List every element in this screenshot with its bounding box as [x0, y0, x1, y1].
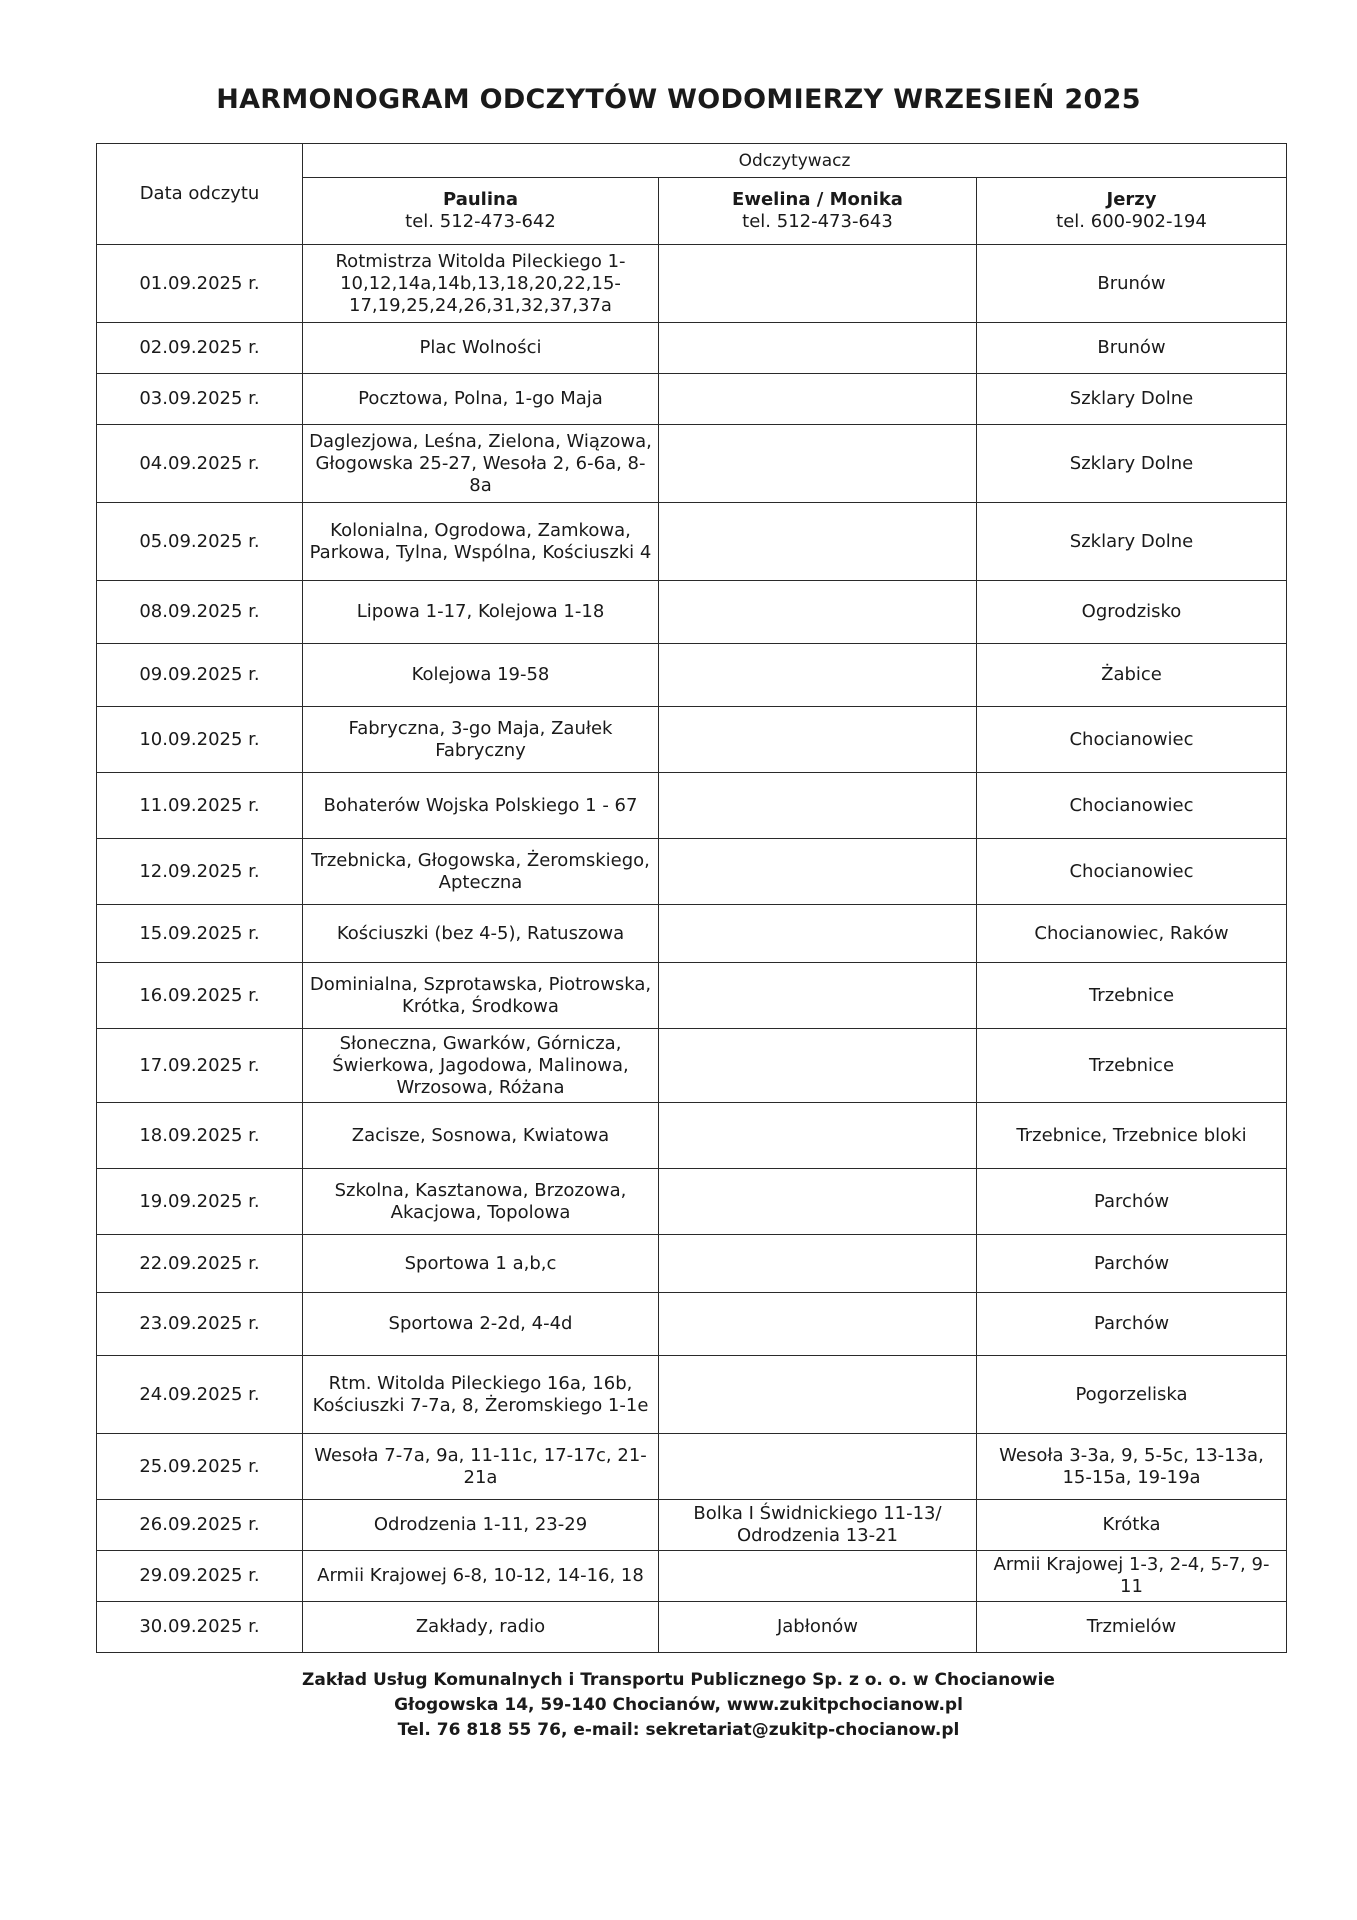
footer	[0, 1668, 1357, 1743]
row-jerzy-area: Szklary Dolne	[977, 503, 1287, 581]
row-date: 16.09.2025 r.	[97, 963, 303, 1029]
row-date: 08.09.2025 r.	[97, 581, 303, 644]
row-ewelina-monika-streets	[659, 425, 977, 503]
row-jerzy-area: Trzebnice	[977, 1029, 1287, 1103]
table-row	[97, 773, 1287, 839]
header-reader-group: Odczytywacz	[303, 144, 1287, 178]
table-row	[97, 1602, 1287, 1653]
row-paulina-streets: Kolonialna, Ogrodowa, Zamkowa, Parkowa, Tylna, Wspólna, Kościuszki 4	[303, 503, 659, 581]
table-row	[97, 1169, 1287, 1235]
row-date: 04.09.2025 r.	[97, 425, 303, 503]
table-row	[97, 425, 1287, 503]
table-row	[97, 905, 1287, 963]
row-ewelina-monika-streets	[659, 707, 977, 773]
table-row	[97, 503, 1287, 581]
row-ewelina-monika-streets	[659, 1434, 977, 1500]
row-ewelina-monika-streets	[659, 503, 977, 581]
row-jerzy-area: Brunów	[977, 323, 1287, 374]
row-date: 17.09.2025 r.	[97, 1029, 303, 1103]
table-body	[97, 245, 1287, 1653]
row-jerzy-area: Chocianowiec, Raków	[977, 905, 1287, 963]
row-paulina-streets: Rotmistrza Witolda Pileckiego 1-10,12,14a,14b,13,18,20,22,15-17,19,25,24,26,31,32,37,37a	[303, 245, 659, 323]
row-ewelina-monika-streets	[659, 1103, 977, 1169]
table-row	[97, 644, 1287, 707]
row-paulina-streets: Zakłady, radio	[303, 1602, 659, 1653]
row-ewelina-monika-streets	[659, 374, 977, 425]
reader-phone: tel. 512-473-642	[405, 211, 556, 232]
row-jerzy-area: Szklary Dolne	[977, 425, 1287, 503]
row-paulina-streets: Armii Krajowej 6-8, 10-12, 14-16, 18	[303, 1551, 659, 1602]
row-date: 26.09.2025 r.	[97, 1500, 303, 1551]
page-title: HARMONOGRAM ODCZYTÓW WODOMIERZY WRZESIEŃ 2025	[216, 84, 1141, 115]
reader-name: Ewelina / Monika	[732, 189, 903, 210]
row-paulina-streets: Słoneczna, Gwarków, Górnicza, Świerkowa, Jagodowa, Malinowa, Wrzosowa, Różana	[303, 1029, 659, 1103]
row-ewelina-monika-streets	[659, 581, 977, 644]
row-paulina-streets: Bohaterów Wojska Polskiego 1 - 67	[303, 773, 659, 839]
header-row-group	[97, 144, 1287, 178]
row-date: 18.09.2025 r.	[97, 1103, 303, 1169]
row-jerzy-area: Chocianowiec	[977, 773, 1287, 839]
row-ewelina-monika-streets	[659, 1293, 977, 1356]
row-jerzy-area: Parchów	[977, 1169, 1287, 1235]
row-ewelina-monika-streets	[659, 1551, 977, 1602]
row-paulina-streets: Zacisze, Sosnowa, Kwiatowa	[303, 1103, 659, 1169]
row-date: 03.09.2025 r.	[97, 374, 303, 425]
row-jerzy-area: Trzebnice, Trzebnice bloki	[977, 1103, 1287, 1169]
table-row	[97, 245, 1287, 323]
row-paulina-streets: Fabryczna, 3-go Maja, Zaułek Fabryczny	[303, 707, 659, 773]
table-row	[97, 1500, 1287, 1551]
table-row	[97, 1356, 1287, 1434]
row-jerzy-area: Parchów	[977, 1293, 1287, 1356]
row-jerzy-area: Ogrodzisko	[977, 581, 1287, 644]
row-paulina-streets: Odrodzenia 1-11, 23-29	[303, 1500, 659, 1551]
row-date: 23.09.2025 r.	[97, 1293, 303, 1356]
table-row	[97, 374, 1287, 425]
header-date: Data odczytu	[97, 144, 303, 245]
row-ewelina-monika-streets	[659, 1029, 977, 1103]
reader-phone: tel. 512-473-643	[742, 211, 893, 232]
row-date: 24.09.2025 r.	[97, 1356, 303, 1434]
row-jerzy-area: Trzebnice	[977, 963, 1287, 1029]
row-date: 29.09.2025 r.	[97, 1551, 303, 1602]
row-paulina-streets: Kościuszki (bez 4-5), Ratuszowa	[303, 905, 659, 963]
table-row	[97, 1029, 1287, 1103]
footer-company: Zakład Usług Komunalnych i Transportu Publicznego Sp. z o. o. w Chocianowie	[302, 1670, 1055, 1690]
row-paulina-streets: Pocztowa, Polna, 1-go Maja	[303, 374, 659, 425]
row-date: 02.09.2025 r.	[97, 323, 303, 374]
row-ewelina-monika-streets	[659, 1169, 977, 1235]
row-paulina-streets: Trzebnicka, Głogowska, Żeromskiego, Apteczna	[303, 839, 659, 905]
table-row	[97, 1103, 1287, 1169]
row-date: 01.09.2025 r.	[97, 245, 303, 323]
row-jerzy-area: Brunów	[977, 245, 1287, 323]
row-ewelina-monika-streets	[659, 323, 977, 374]
row-jerzy-area: Pogorzeliska	[977, 1356, 1287, 1434]
header-reader-paulina	[303, 178, 659, 245]
row-paulina-streets: Rtm. Witolda Pileckiego 16a, 16b, Kościuszki 7-7a, 8, Żeromskiego 1-1e	[303, 1356, 659, 1434]
row-date: 11.09.2025 r.	[97, 773, 303, 839]
table-row	[97, 1434, 1287, 1500]
row-ewelina-monika-streets	[659, 245, 977, 323]
row-date: 22.09.2025 r.	[97, 1235, 303, 1293]
table-header	[97, 144, 1287, 245]
row-ewelina-monika-streets	[659, 1235, 977, 1293]
table-row	[97, 323, 1287, 374]
row-paulina-streets: Kolejowa 19-58	[303, 644, 659, 707]
row-date: 19.09.2025 r.	[97, 1169, 303, 1235]
row-jerzy-area: Szklary Dolne	[977, 374, 1287, 425]
row-ewelina-monika-streets	[659, 963, 977, 1029]
row-jerzy-area: Wesoła 3-3a, 9, 5-5c, 13-13a, 15-15a, 19-19a	[977, 1434, 1287, 1500]
row-date: 25.09.2025 r.	[97, 1434, 303, 1500]
table-row	[97, 1293, 1287, 1356]
row-paulina-streets: Sportowa 2-2d, 4-4d	[303, 1293, 659, 1356]
row-jerzy-area: Trzmielów	[977, 1602, 1287, 1653]
row-date: 10.09.2025 r.	[97, 707, 303, 773]
row-paulina-streets: Dominialna, Szprotawska, Piotrowska, Krótka, Środkowa	[303, 963, 659, 1029]
table-row	[97, 963, 1287, 1029]
row-paulina-streets: Wesoła 7-7a, 9a, 11-11c, 17-17c, 21-21a	[303, 1434, 659, 1500]
table-row	[97, 839, 1287, 905]
row-date: 05.09.2025 r.	[97, 503, 303, 581]
row-jerzy-area: Krótka	[977, 1500, 1287, 1551]
row-paulina-streets: Sportowa 1 a,b,c	[303, 1235, 659, 1293]
table-row	[97, 581, 1287, 644]
table-row	[97, 1235, 1287, 1293]
row-date: 09.09.2025 r.	[97, 644, 303, 707]
row-ewelina-monika-streets	[659, 1356, 977, 1434]
row-paulina-streets: Szkolna, Kasztanowa, Brzozowa, Akacjowa, Topolowa	[303, 1169, 659, 1235]
row-ewelina-monika-streets: Jabłonów	[659, 1602, 977, 1653]
row-ewelina-monika-streets: Bolka I Świdnickiego 11-13/ Odrodzenia 13-21	[659, 1500, 977, 1551]
row-ewelina-monika-streets	[659, 773, 977, 839]
reader-phone: tel. 600-902-194	[1056, 211, 1207, 232]
row-ewelina-monika-streets	[659, 644, 977, 707]
table-row	[97, 707, 1287, 773]
row-paulina-streets: Daglezjowa, Leśna, Zielona, Wiązowa, Głogowska 25-27, Wesoła 2, 6-6a, 8-8a	[303, 425, 659, 503]
row-jerzy-area: Chocianowiec	[977, 707, 1287, 773]
row-jerzy-area: Żabice	[977, 644, 1287, 707]
header-reader-ewelina-monika	[659, 178, 977, 245]
row-date: 30.09.2025 r.	[97, 1602, 303, 1653]
schedule-table	[96, 143, 1287, 1653]
header-reader-jerzy	[977, 178, 1287, 245]
row-jerzy-area: Chocianowiec	[977, 839, 1287, 905]
row-paulina-streets: Plac Wolności	[303, 323, 659, 374]
row-date: 12.09.2025 r.	[97, 839, 303, 905]
row-ewelina-monika-streets	[659, 839, 977, 905]
row-ewelina-monika-streets	[659, 905, 977, 963]
reader-name: Paulina	[443, 189, 518, 210]
footer-contact: Tel. 76 818 55 76, e-mail: sekretariat@zukitp-chocianow.pl	[397, 1720, 960, 1740]
row-jerzy-area: Armii Krajowej 1-3, 2-4, 5-7, 9-11	[977, 1551, 1287, 1602]
table-row	[97, 1551, 1287, 1602]
footer-address: Głogowska 14, 59-140 Chocianów, www.zukitpchocianow.pl	[394, 1695, 963, 1715]
row-paulina-streets: Lipowa 1-17, Kolejowa 1-18	[303, 581, 659, 644]
row-date: 15.09.2025 r.	[97, 905, 303, 963]
row-jerzy-area: Parchów	[977, 1235, 1287, 1293]
reader-name: Jerzy	[1106, 189, 1157, 210]
